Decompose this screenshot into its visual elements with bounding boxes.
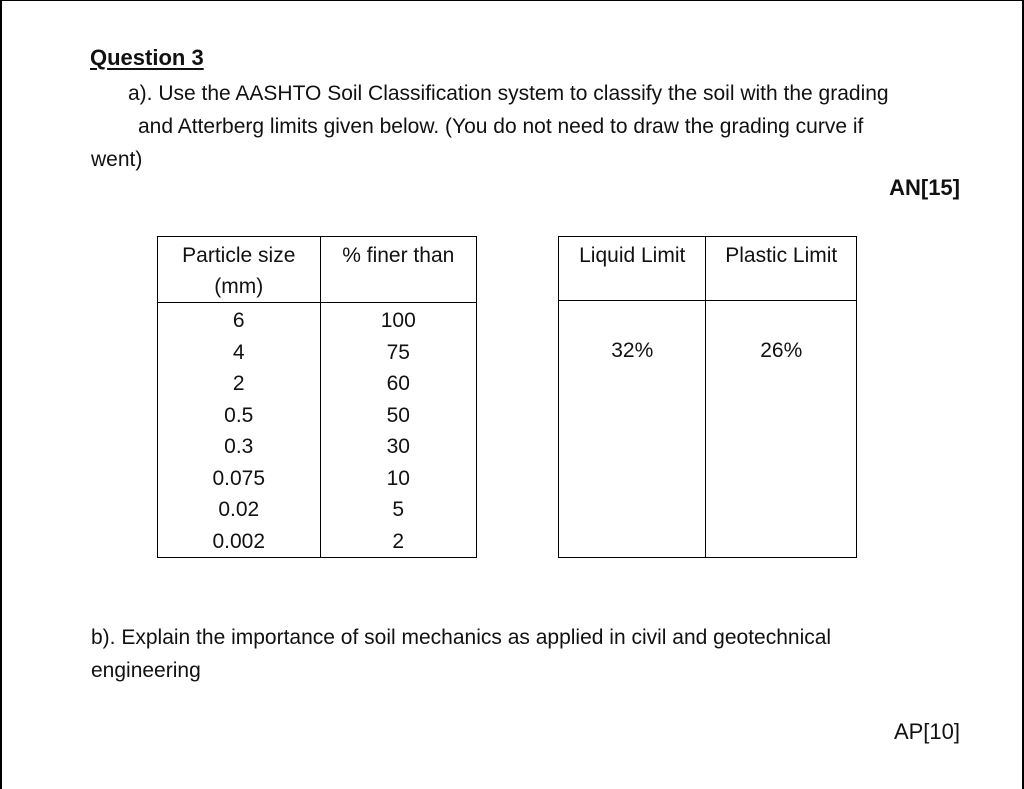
table-row (158, 494, 477, 526)
part-b-marks: AP[10] (893, 719, 960, 744)
plastic-limit-value: 26% (760, 339, 803, 362)
particle-size-cell: 0.002 (158, 526, 321, 558)
header-plastic-limit: Plastic Limit (706, 237, 857, 301)
part-a-marks: AN[15] (889, 175, 960, 200)
particle-size-cell: 6 (158, 303, 321, 337)
header-liquid-limit: Liquid Limit (559, 237, 706, 301)
percent-finer-cell: 100 (380, 309, 416, 332)
table-row (158, 463, 477, 495)
particle-size-cell: 2 (158, 368, 321, 400)
question-title: Question 3 (90, 45, 204, 70)
particle-size-cell: 0.075 (158, 463, 321, 495)
header-particle-size-line-1: Particle size (182, 244, 296, 267)
table-row (158, 303, 477, 337)
table-row (158, 526, 477, 558)
particle-size-cell: 0.3 (158, 431, 321, 463)
table-row (158, 400, 477, 432)
table-row (158, 337, 477, 369)
percent-finer-cell: 5 (392, 498, 405, 521)
table-row (158, 368, 477, 400)
header-particle-size-line-2: (mm) (214, 275, 264, 298)
part-a-text-line-1: a). Use the AASHTO Soil Classification system to classify the soil with the grading (128, 82, 889, 105)
part-a-text-line-3: went) (91, 148, 143, 171)
percent-finer-cell: 2 (392, 529, 405, 553)
percent-finer-cell: 30 (386, 435, 410, 458)
table-row (559, 301, 857, 558)
header-percent-finer: % finer than (320, 237, 476, 303)
percent-finer-cell: 60 (386, 372, 410, 395)
atterberg-limits-table (558, 236, 857, 558)
table-row (158, 431, 477, 463)
header-particle-size (158, 237, 321, 303)
part-b-text-line-1: b). Explain the importance of soil mechanics as applied in civil and geotechnical (91, 626, 832, 649)
limits-table-header-row (559, 237, 857, 301)
part-a-text-line-2: and Atterberg limits given below. (You do not need to draw the grading curve if (138, 115, 864, 138)
particle-size-cell: 0.02 (158, 494, 321, 526)
percent-finer-cell: 10 (386, 466, 410, 490)
particle-size-cell: 4 (158, 337, 321, 369)
percent-finer-cell: 75 (386, 340, 410, 364)
percent-finer-cell: 50 (386, 403, 410, 427)
part-b-text-line-2: engineering (91, 659, 201, 682)
grading-table-header-row (158, 237, 477, 303)
grading-table (157, 236, 477, 558)
particle-size-cell: 0.5 (158, 400, 321, 432)
liquid-limit-value: 32% (559, 301, 706, 558)
